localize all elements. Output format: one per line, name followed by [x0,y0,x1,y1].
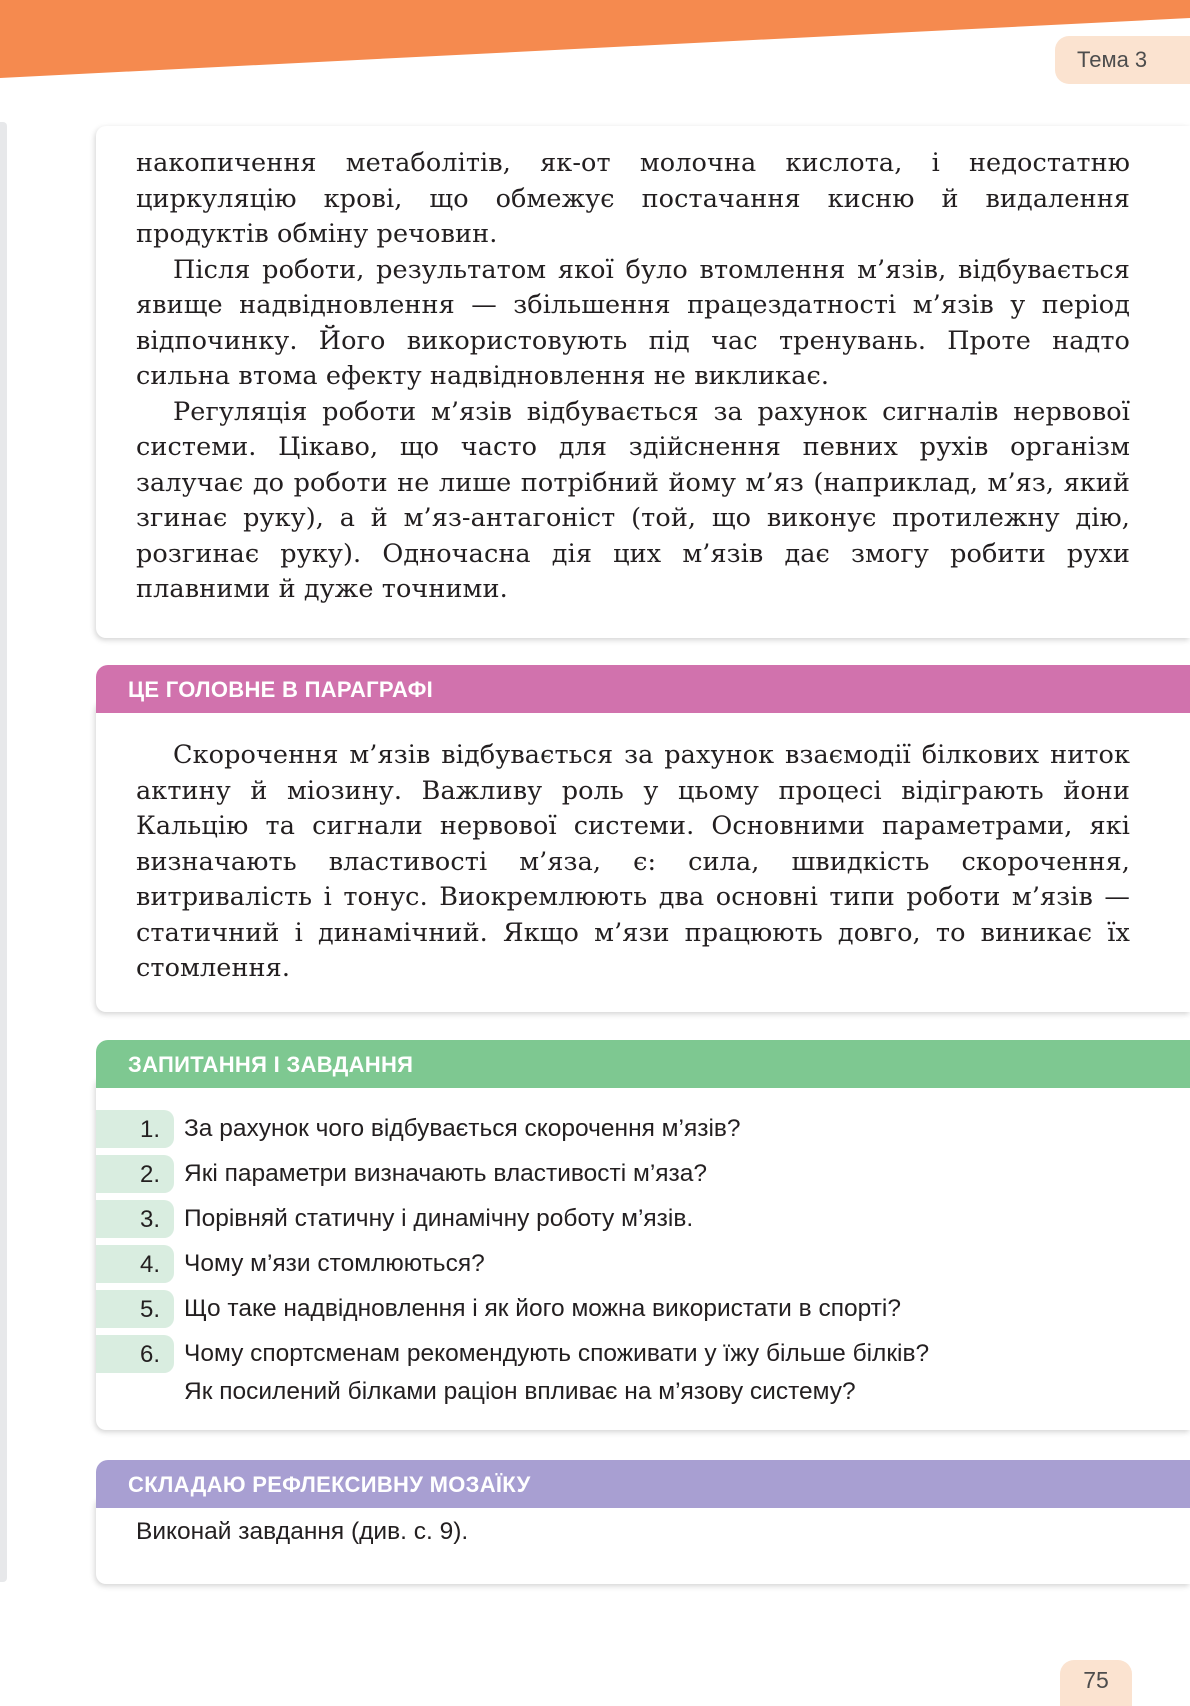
top-orange-band [0,0,1190,80]
summary-card [96,700,1190,1012]
question-number: 1. [96,1110,174,1148]
main-text-card [96,126,1190,638]
reflection-text: Виконай завдання (див. с. 9). [136,1518,469,1545]
question-text [184,1335,1089,1411]
question-text-line-1: Чому спортсменам рекомендують споживати у їжу більше білків? [184,1340,930,1367]
summary-text: Скорочення м’язів відбувається за рахунок взаємодії білкових ниток актину й міозину. Важливу роль у цьому процесі відіграють йони Кальцію та сигнали нервової системи. Основними параметрами, які визначають властивості м’яза, є: сила, швидкість скорочення, витривалість і тонус. Виокремлюють два основні типи роботи м’язів — статичний і динамічний. Якщо м’язи працюють довго, то виникає їх стомлення. [136,740,1130,983]
question-number: 2. [96,1155,174,1193]
question-text: Що таке надвідновлення і як його можна використати в спорті? [184,1295,901,1322]
question-text: Які параметри визначають властивості м’яза? [184,1160,708,1187]
left-page-edge [0,122,7,1582]
topic-label: Тема 3 [1055,36,1190,84]
summary-header [96,665,1190,713]
question-item [96,1290,1190,1328]
paragraph-1: накопичення метаболітів, як-от молочна кислота, і недостатню циркуляцію крові, що обмежує постачання кисню й видалення продуктів обміну речовин. [136,148,1130,249]
reflection-card [96,1496,1190,1584]
question-number: 3. [96,1200,174,1238]
question-number: 5. [96,1290,174,1328]
questions-title: ЗАПИТАННЯ І ЗАВДАННЯ [128,1052,414,1077]
paragraph-2: Після роботи, результатом якої було втомлення м’язів, відбувається явище надвідновлення — збільшення працездатності м’язів у період відпочинку. Його використовують під час тренувань. Проте надто сильна втома ефекту надвідновлення не викликає. [136,254,1130,391]
question-item [96,1335,1190,1411]
page-number: 75 [1060,1660,1132,1706]
question-text: За рахунок чого відбувається скорочення м’язів? [184,1115,741,1142]
question-number: 4. [96,1245,174,1283]
question-item [96,1155,1190,1193]
questions-card [96,1076,1190,1430]
question-item [96,1245,1190,1283]
question-text-line-2: Як посилений білками раціон впливає на м’язову систему? [184,1378,856,1405]
question-item [96,1200,1190,1238]
main-text-body [96,126,1190,608]
reflection-title: СКЛАДАЮ РЕФЛЕКСИВНУ МОЗАЇКУ [128,1472,531,1497]
reflection-header [96,1460,1190,1508]
paragraph-3: Регуляція роботи м’язів відбувається за рахунок сигналів нервової системи. Цікаво, що часто для здійснення певних рухів організм залучає до роботи не лише потрібний йому м’яз (наприклад, м’яз, який згинає руку), а й м’яз-антагоніст (той, що виконує протилежну дію, розгинає руку). Одночасна дія цих м’язів дає змогу робити рухи плавними й дуже точними. [136,396,1130,604]
questions-list [96,1076,1190,1411]
question-text: Порівняй статичну і динамічну роботу м’язів. [184,1205,694,1232]
question-text: Чому м’язи стомлюються? [184,1250,485,1277]
summary-title: ЦЕ ГОЛОВНЕ В ПАРАГРАФІ [128,677,434,702]
question-item [96,1110,1190,1148]
question-number: 6. [96,1335,174,1373]
questions-header [96,1040,1190,1088]
